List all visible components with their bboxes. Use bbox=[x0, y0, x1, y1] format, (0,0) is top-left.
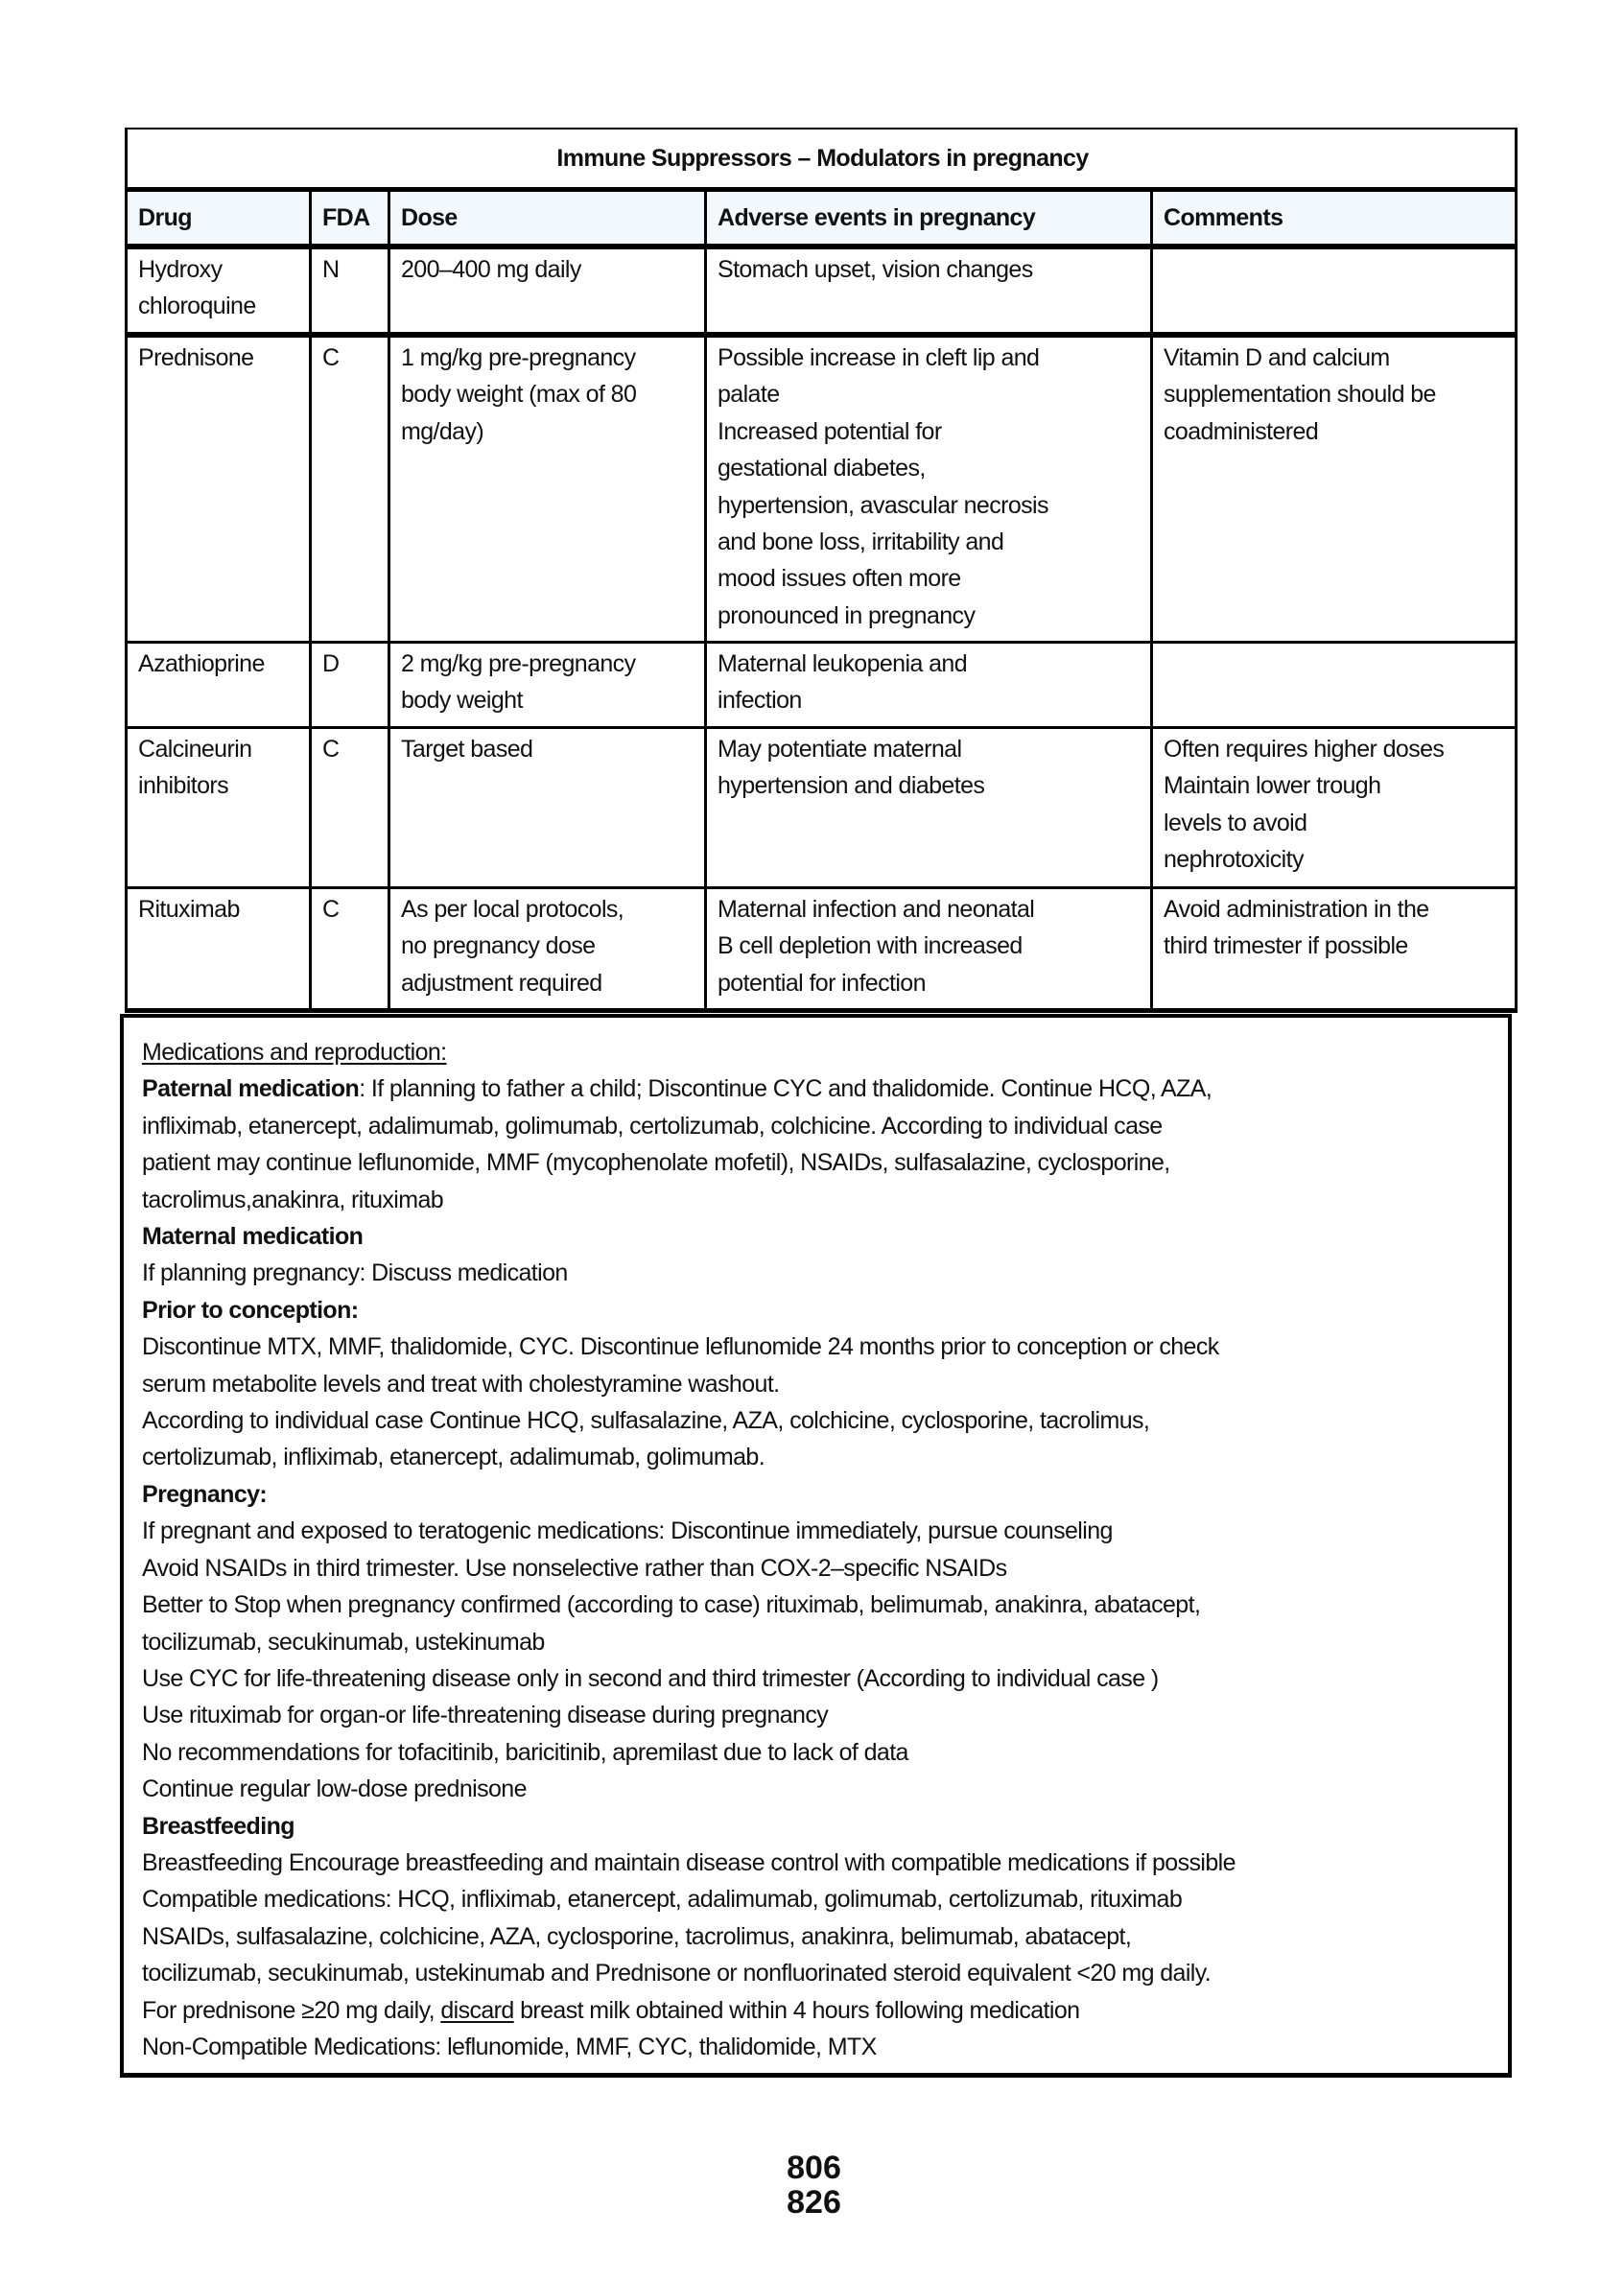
prior-to-conception-label: Prior to conception: bbox=[142, 1296, 359, 1324]
adverse-events-cell-line: pronounced in pregnancy bbox=[718, 601, 976, 629]
table-row bbox=[127, 728, 1517, 888]
maternal-medication-text: If planning pregnancy: Discuss medication bbox=[142, 1259, 568, 1287]
pregnancy-text: Avoid NSAIDs in third trimester. Use nonselective rather than COX-2–specific NSAIDs bbox=[142, 1554, 1007, 1582]
drug-cell-line: Rituximab bbox=[138, 896, 240, 923]
comments-cell bbox=[1152, 643, 1517, 728]
fda-cell bbox=[311, 335, 389, 643]
fda-cell-line: C bbox=[322, 344, 340, 371]
table-row bbox=[127, 335, 1517, 643]
prior-to-conception-text: certolizumab, infliximab, etanercept, adalimumab, golimumab. bbox=[142, 1444, 765, 1471]
drug-cell bbox=[127, 728, 311, 888]
breastfeeding-text: Breastfeeding Encourage breastfeeding and maintain disease control with compatible medications if possible bbox=[142, 1848, 1236, 1876]
paternal-medication-text: : If planning to father a child; Discontinue CYC and thalidomide. Continue HCQ, AZA, bbox=[359, 1075, 1212, 1103]
adverse-events-cell-line: B cell depletion with increased bbox=[718, 932, 1023, 960]
dose-cell-line: 200–400 mg daily bbox=[401, 256, 581, 283]
table-row bbox=[127, 643, 1517, 728]
adverse-events-cell-line: mood issues often more bbox=[718, 565, 961, 593]
drug-cell-line: inhibitors bbox=[138, 772, 229, 800]
adverse-events-cell bbox=[706, 643, 1152, 728]
column-header-adverse-events: Adverse events in pregnancy bbox=[706, 190, 1152, 247]
table-row bbox=[127, 888, 1517, 1011]
discard-emphasis: discard bbox=[440, 1996, 514, 2024]
adverse-events-cell-line: and bone loss, irritability and bbox=[718, 529, 1004, 556]
column-header-comments: Comments bbox=[1152, 190, 1517, 247]
non-compatible-medications: Non-Compatible Medications: leflunomide, MMF, CYC, thalidomide, MTX bbox=[142, 2033, 877, 2060]
adverse-events-cell-line: potential for infection bbox=[718, 969, 926, 997]
drug-cell-line: Azathioprine bbox=[138, 650, 265, 677]
adverse-events-cell-line: Possible increase in cleft lip and bbox=[718, 344, 1040, 371]
medications-reproduction-box bbox=[120, 1014, 1512, 2078]
dose-cell bbox=[389, 643, 706, 728]
breastfeeding-text: NSAIDs, sulfasalazine, colchicine, AZA, cyclosporine, tacrolimus, anakinra, belimumab, abatacept, bbox=[142, 1922, 1132, 1950]
prior-to-conception-text: According to individual case Continue HCQ, sulfasalazine, AZA, colchicine, cyclosporine, tacrolimus, bbox=[142, 1407, 1150, 1435]
discard-line-after: breast milk obtained within 4 hours following medication bbox=[513, 1996, 1080, 2024]
comments-cell bbox=[1152, 247, 1517, 335]
dose-cell-line: mg/day) bbox=[401, 417, 484, 445]
drug-cell bbox=[127, 335, 311, 643]
fda-cell bbox=[311, 888, 389, 1011]
fda-cell-line: N bbox=[322, 256, 340, 283]
adverse-events-cell-line: Stomach upset, vision changes bbox=[718, 256, 1033, 283]
dose-cell-line: body weight bbox=[401, 687, 523, 715]
comments-cell bbox=[1152, 335, 1517, 643]
comments-cell-line: Avoid administration in the bbox=[1164, 896, 1429, 923]
adverse-events-cell bbox=[706, 728, 1152, 888]
adverse-events-cell-line: palate bbox=[718, 381, 780, 409]
drug-cell-line: Calcineurin bbox=[138, 736, 252, 763]
comments-cell-line: supplementation should be bbox=[1164, 381, 1436, 409]
table-row bbox=[127, 247, 1517, 335]
adverse-events-cell-line: hypertension and diabetes bbox=[718, 772, 985, 800]
adverse-events-cell-line: Maternal infection and neonatal bbox=[718, 896, 1035, 923]
adverse-events-cell-line: gestational diabetes, bbox=[718, 455, 926, 482]
notes-heading: Medications and reproduction: bbox=[142, 1039, 447, 1066]
discard-milk-line bbox=[142, 1992, 1498, 2029]
fda-cell-line: C bbox=[322, 736, 340, 763]
column-header-drug: Drug bbox=[127, 190, 311, 247]
column-header-fda: FDA bbox=[311, 190, 389, 247]
breastfeeding-label: Breastfeeding bbox=[142, 1812, 294, 1840]
prior-to-conception-text: Discontinue MTX, MMF, thalidomide, CYC. Discontinue leflunomide 24 months prior to conception or check bbox=[142, 1333, 1219, 1361]
dose-cell bbox=[389, 728, 706, 888]
maternal-medication-label: Maternal medication bbox=[142, 1223, 364, 1251]
pregnancy-text: Use rituximab for organ-or life-threatening disease during pregnancy bbox=[142, 1702, 829, 1729]
comments-cell-line: Maintain lower trough bbox=[1164, 772, 1381, 800]
dose-cell-line: As per local protocols, bbox=[401, 896, 624, 923]
drug-cell bbox=[127, 247, 311, 335]
breastfeeding-text: Compatible medications: HCQ, infliximab, etanercept, adalimumab, golimumab, certolizumab, rituximab bbox=[142, 1886, 1183, 1914]
adverse-events-cell bbox=[706, 888, 1152, 1011]
pregnancy-text: No recommendations for tofacitinib, baricitinib, apremilast due to lack of data bbox=[142, 1738, 908, 1766]
pregnancy-text: tocilizumab, secukinumab, ustekinumab bbox=[142, 1628, 545, 1656]
adverse-events-cell-line: Maternal leukopenia and bbox=[718, 650, 968, 677]
page-number: 806 bbox=[787, 2150, 841, 2186]
fda-cell bbox=[311, 643, 389, 728]
drug-cell-line: Prednisone bbox=[138, 344, 254, 371]
comments-cell-line: Vitamin D and calcium bbox=[1164, 344, 1390, 371]
drug-cell-line: chloroquine bbox=[138, 293, 256, 320]
drug-cell bbox=[127, 643, 311, 728]
comments-cell bbox=[1152, 888, 1517, 1011]
pregnancy-text: If pregnant and exposed to teratogenic medications: Discontinue immediately, pursue counseling bbox=[142, 1517, 1113, 1545]
pregnancy-label: Pregnancy: bbox=[142, 1480, 268, 1508]
adverse-events-cell-line: infection bbox=[718, 687, 802, 715]
comments-cell-line: nephrotoxicity bbox=[1164, 846, 1304, 874]
paternal-medication-label: Paternal medication bbox=[142, 1075, 360, 1103]
dose-cell-line: Target based bbox=[401, 736, 533, 763]
dose-cell-line: no pregnancy dose bbox=[401, 932, 596, 960]
comments-cell-line: levels to avoid bbox=[1164, 809, 1307, 836]
comments-cell bbox=[1152, 728, 1517, 888]
page-numbers bbox=[0, 2151, 1624, 2220]
adverse-events-cell-line: Increased potential for bbox=[718, 417, 942, 445]
page-number: 826 bbox=[787, 2184, 841, 2221]
dose-cell-line: 2 mg/kg pre-pregnancy bbox=[401, 650, 636, 677]
fda-cell bbox=[311, 247, 389, 335]
pregnancy-text: Better to Stop when pregnancy confirmed (according to case) rituximab, belimumab, anakinra, abatacept, bbox=[142, 1591, 1201, 1619]
paternal-medication-text: tacrolimus,anakinra, rituximab bbox=[142, 1186, 444, 1213]
dose-cell bbox=[389, 247, 706, 335]
adverse-events-cell bbox=[706, 335, 1152, 643]
pregnancy-text: Continue regular low-dose prednisone bbox=[142, 1775, 527, 1803]
dose-cell-line: 1 mg/kg pre-pregnancy bbox=[401, 344, 636, 371]
adverse-events-cell bbox=[706, 247, 1152, 335]
comments-cell-line: third trimester if possible bbox=[1164, 932, 1408, 960]
drug-cell-line: Hydroxy bbox=[138, 256, 223, 283]
fda-cell-line: C bbox=[322, 896, 340, 923]
prior-to-conception-text: serum metabolite levels and treat with cholestyramine washout. bbox=[142, 1370, 780, 1398]
dose-cell bbox=[389, 888, 706, 1011]
adverse-events-cell-line: May potentiate maternal bbox=[718, 736, 962, 763]
paternal-medication-text: patient may continue leflunomide, MMF (mycophenolate mofetil), NSAIDs, sulfasalazine, cyclosporine, bbox=[142, 1149, 1170, 1177]
dose-cell-line: body weight (max of 80 bbox=[401, 381, 637, 409]
table-header-row bbox=[127, 190, 1517, 247]
fda-cell-line: D bbox=[322, 650, 340, 677]
paternal-medication-text: infliximab, etanercept, adalimumab, golimumab, certolizumab, colchicine. According to individual case bbox=[142, 1112, 1163, 1140]
drug-cell bbox=[127, 888, 311, 1011]
comments-cell-line: Often requires higher doses bbox=[1164, 736, 1445, 763]
column-header-dose: Dose bbox=[389, 190, 706, 247]
pregnancy-text: Use CYC for life-threatening disease only in second and third trimester (According to individual case ) bbox=[142, 1664, 1159, 1692]
immune-suppressors-table bbox=[125, 128, 1518, 1013]
fda-cell bbox=[311, 728, 389, 888]
table-title: Immune Suppressors – Modulators in pregnancy bbox=[127, 129, 1517, 190]
paternal-medication-line bbox=[142, 1070, 1498, 1107]
discard-line-before: For prednisone ≥20 mg daily, bbox=[142, 1996, 441, 2024]
breastfeeding-text: tocilizumab, secukinumab, ustekinumab and Prednisone or nonfluorinated steroid equivalent <20 mg daily. bbox=[142, 1960, 1212, 1987]
adverse-events-cell-line: hypertension, avascular necrosis bbox=[718, 491, 1048, 519]
comments-cell-line: coadministered bbox=[1164, 417, 1319, 445]
dose-cell bbox=[389, 335, 706, 643]
dose-cell-line: adjustment required bbox=[401, 969, 602, 997]
